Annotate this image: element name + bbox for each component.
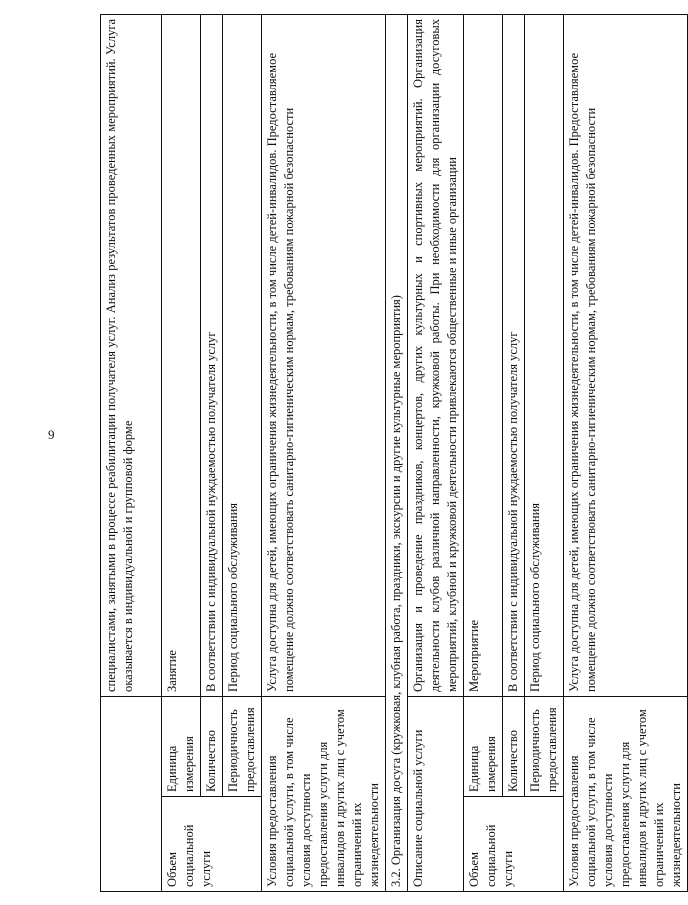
volume-label: Объем социальной услуги — [162, 797, 262, 892]
conditions-value: Услуга доступна для детей, имеющих ограничения жизнедеятельности, в том числе детей-инвалидов. Предоставляемое помещение должно соответствовать санитарно-гигиеническим нормам, требованиям пожарной безопасности — [262, 15, 386, 697]
empty-cell — [101, 697, 162, 892]
table-row — [201, 15, 223, 892]
table-row — [525, 15, 564, 892]
table-row — [223, 15, 262, 892]
unit-value: Занятие — [162, 15, 201, 697]
service-continuation-text: специалистами, занятыми в процессе реабилитации получателя услуг. Анализ результатов проведенных мероприятий. Услуга оказывается в индивидуальной и групповой форме — [101, 15, 162, 697]
table-row — [386, 15, 408, 892]
periodicity-value: Период социального обслуживания — [223, 15, 262, 697]
table-row — [101, 15, 162, 892]
table-row — [564, 15, 688, 892]
periodicity-label: Периодичность предоставления — [525, 697, 564, 797]
quantity-label: Количество — [201, 697, 223, 797]
table-row — [503, 15, 525, 892]
conditions-label: Условия предоставления социальной услуги, в том числе условия доступности предоставления услуги для инвалидов и других лиц с учетом ограничений их жизнедеятельности — [262, 697, 386, 892]
table-row — [464, 15, 503, 892]
periodicity-label: Периодичность предоставления — [223, 697, 262, 797]
conditions-label: Условия предоставления социальной услуги, в том числе условия доступности предоставления услуги для инвалидов и других лиц с учетом ограничений их жизнедеятельности — [564, 697, 688, 892]
table-row — [262, 15, 386, 892]
rotated-page-content — [100, 15, 683, 892]
description-value: Организация и проведение праздников, концертов, других культурных и спортивных мероприятий. Организация деятельности клубов различной направленности, кружковой работы. При необходимости для организации досуговых мероприятий, клубной и кружковой деятельности привлекаются общественные и иные организации — [408, 15, 464, 697]
description-label: Описание социальной услуги — [408, 697, 464, 892]
table-row — [162, 15, 201, 892]
periodicity-value: Период социального обслуживания — [525, 15, 564, 697]
unit-value: Мероприятие — [464, 15, 503, 697]
conditions-value: Услуга доступна для детей, имеющих ограничения жизнедеятельности, в том числе детей-инвалидов. Предоставляемое помещение должно соответствовать санитарно-гигиеническим нормам, требованиям пожарной безопасности — [564, 15, 688, 697]
quantity-value: В соответствии с индивидуальной нуждаемостью получателя услуг — [503, 15, 525, 697]
service-table — [100, 14, 688, 892]
page-number: 9 — [48, 427, 55, 442]
quantity-value: В соответствии с индивидуальной нуждаемостью получателя услуг — [201, 15, 223, 697]
quantity-label: Количество — [503, 697, 525, 797]
section-title: 3.2. Организация досуга (кружковая, клубная работа, праздники, экскурсии и другие культурные мероприятия) — [386, 15, 408, 892]
unit-label: Единица измерения — [464, 697, 503, 797]
unit-label: Единица измерения — [162, 697, 201, 797]
table-row — [408, 15, 464, 892]
volume-label: Объем социальной услуги — [464, 797, 564, 892]
